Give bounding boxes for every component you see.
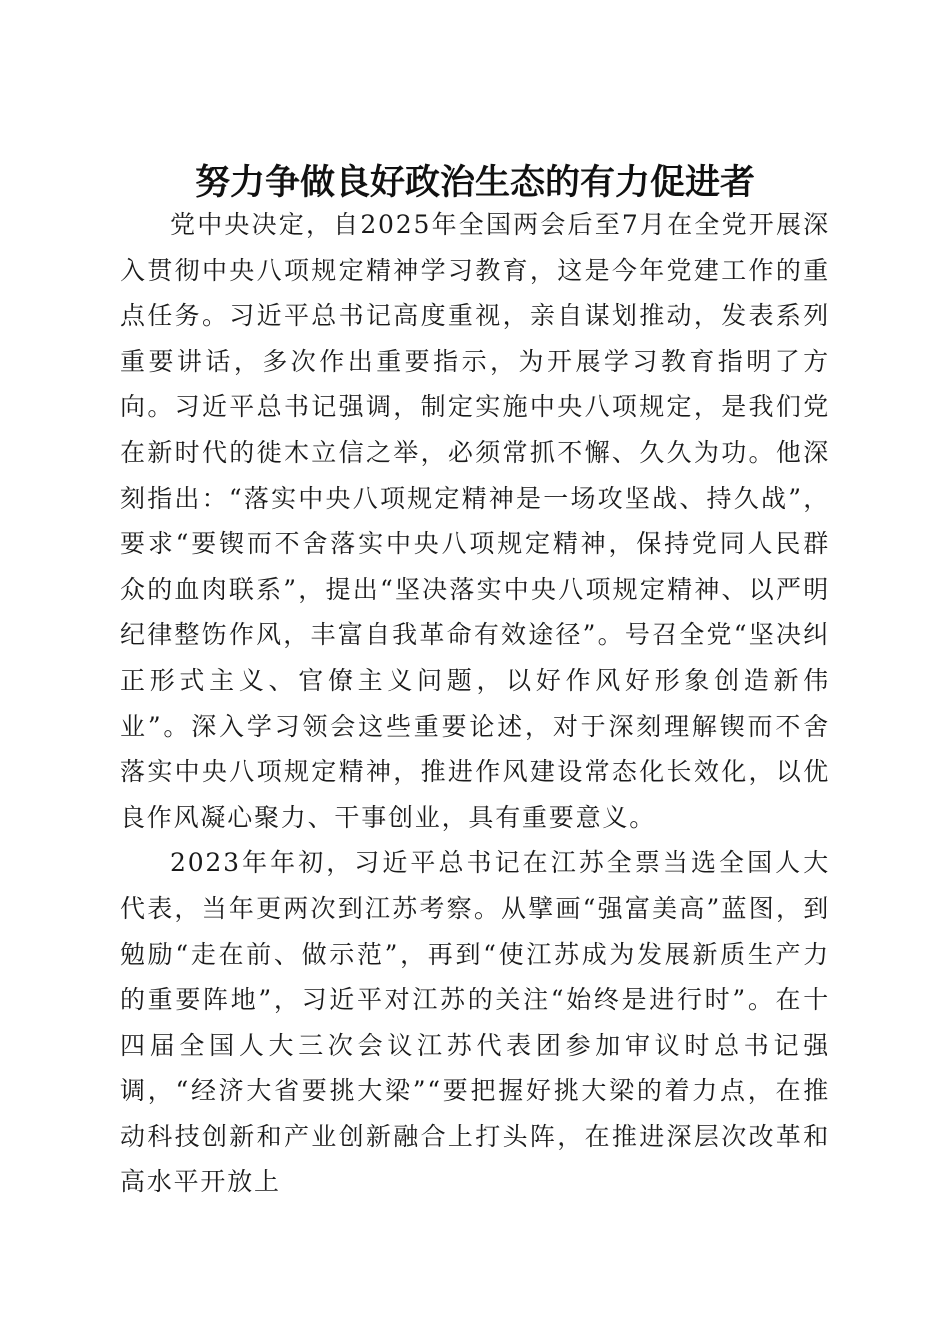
document-title: 努力争做良好政治生态的有力促进者 [194,162,755,204]
paragraph-2: 2023年年初，习近平总书记在江苏全票当选全国人大代表，当年更两次到江苏考察。从擘画“强富美高”蓝图，到勉励“走在前、做示范”，再到“使江苏成为发展新质生产力的重要阵地”，习近平对江苏的关注“始终是进行时”。在十四届全国人大三次会议江苏代表团参加审议时总书记强调，“经济大省要挑大梁”“要把握好挑大梁的着力点，在推动科技创新和产业创新融合上打头阵，在推进深层次改革和高水平开放上 [120,848,830,1197]
document-body [120,202,830,1205]
paragraph-1: 党中央决定，自2025年全国两会后至7月在全党开展深入贯彻中央八项规定精神学习教育，这是今年党建工作的重点任务。习近平总书记高度重视，亲自谋划推动，发表系列重要讲话，多次作出重要指示，为开展学习教育指明了方向。习近平总书记强调，制定实施中央八项规定，是我们党在新时代的徙木立信之举，必须常抓不懈、久久为功。他深刻指出：“落实中央八项规定精神是一场攻坚战、持久战”，要求“要锲而不舍落实中央八项规定精神，保持党同人民群众的血肉联系”，提出“坚决落实中央八项规定精神、以严明纪律整饬作风，丰富自我革命有效途径”。号召全党“坚决纠正形式主义、官僚主义问题，以好作风好形象创造新伟业”。深入学习领会这些重要论述，对于深刻理解锲而不舍落实中央八项规定精神，推进作风建设常态化长效化，以优良作风凝心聚力、干事创业，具有重要意义。 [120,210,830,832]
